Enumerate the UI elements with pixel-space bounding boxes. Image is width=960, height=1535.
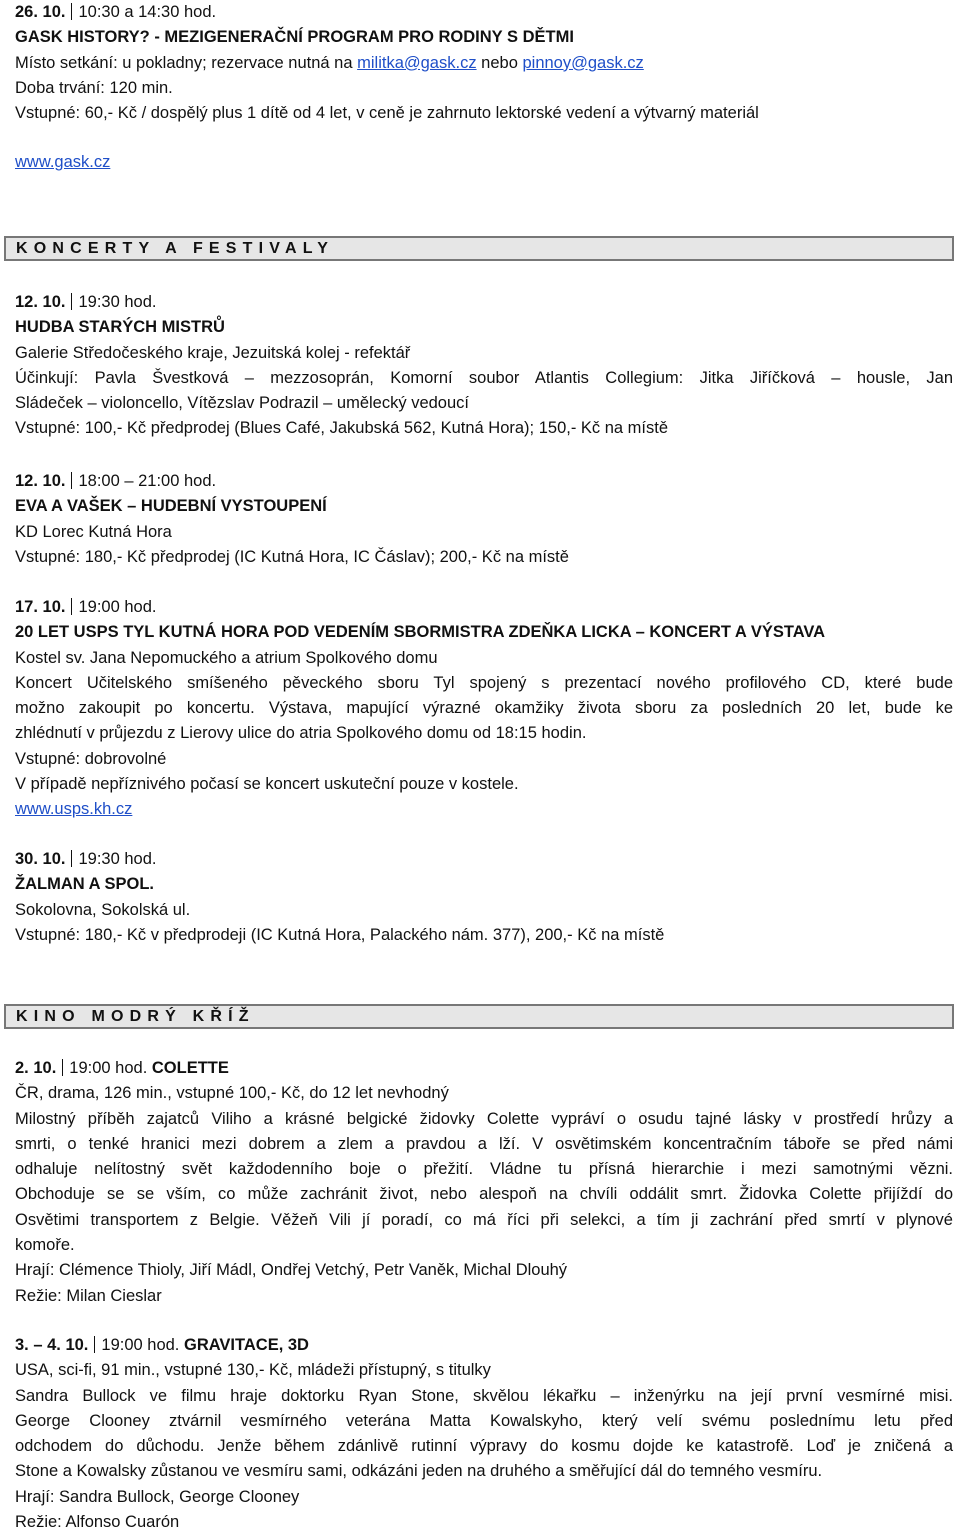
film-synopsis: Milostný příběh zajatců Viliho a krásné belgické židovky Colette vypráví o osudu tajné lásky v prostředí hrůzy a [15,1109,953,1128]
intro-website-row [15,150,953,175]
event-description: Koncert Učitelského smíšeného pěveckého sboru Tyl spojený s prezentací nového profilového CD, které bude [15,673,953,692]
event-datetime [15,290,953,315]
intro-time: 10:30 a 14:30 hod. [78,3,217,21]
intro-entry: Vstupné: 60,- Kč / dospělý plus 1 dítě od 4 let, v ceně je zahrnuto lektorské vedení a výtvarný materiál [15,104,759,123]
meeting-text: Místo setkání: u pokladny; rezervace nutná na [15,53,353,72]
film-header [15,1056,953,1081]
event-date: 12. 10. [15,472,66,490]
separator [71,598,72,615]
intro-meeting [15,51,953,76]
event-title: HUDBA STARÝCH MISTRŮ [15,318,225,337]
event-entry: Vstupné: 100,- Kč předprodej (Blues Café, Jakubská 562, Kutná Hora); 150,- Kč na místě [15,419,669,438]
event-weather-note: V případě nepříznivého počasí se koncert uskuteční pouze v kostele. [15,775,519,794]
film-synopsis: odchodem do důchodu. Jenže během zdánlivě rutinní výpravy do kosmu dojde ke katastrofě. Loď je zničená a [15,1437,953,1456]
event-time: 18:00 – 21:00 hod. [78,472,217,490]
film-synopsis: Obchoduje se se vším, co může zachránit život, nebo alespoň na chvíli oddálit smrt. Židovka Colette přijíždí do [15,1185,953,1204]
event-time: 19:30 hod. [78,850,157,868]
film-time: 19:00 hod. [101,1336,180,1354]
event-datetime [15,595,953,620]
intro-date: 26. 10. [15,3,66,21]
event-eva-a-vasek [15,469,953,570]
film-title: GRAVITACE, 3D [183,1336,309,1354]
event-performers-cont: Sládeček – violoncello, Vítězslav Podrazil – umělecký vedoucí [15,394,469,413]
event-time: 19:00 hod. [78,598,157,616]
film-synopsis: Stone a Kowalsky zůstanou ve vesmíru sami, odkázáni jeden na druhého a směřující dál do temného vesmíru. [15,1462,823,1481]
event-venue: KD Lorec Kutná Hora [15,522,172,541]
film-colette [15,1056,953,1309]
event-time: 19:30 hod. [78,293,157,311]
website-link-gask[interactable]: www.gask.cz [15,153,111,171]
event-venue: Sokolovna, Sokolská ul. [15,900,191,919]
intro-title: GASK HISTORY? - MEZIGENERAČNÍ PROGRAM PRO RODINY S DĚTMI [15,28,574,47]
event-title: 20 LET USPS TYL KUTNÁ HORA POD VEDENÍM SBORMISTRA ZDEŇKA LICKA – KONCERT A VÝSTAVA [15,623,826,642]
event-venue: Kostel sv. Jana Nepomuckého a atrium Spolkového domu [15,648,438,667]
event-performers: Účinkují: Pavla Švestková – mezzosoprán, Komorní soubor Atlantis Collegium: Jitka Jiříčková – housle, Jan [15,368,953,387]
event-entry: Vstupné: 180,- Kč předprodej (IC Kutná Hora, IC Čáslav); 200,- Kč na místě [15,547,569,566]
section-heading-concerts: KONCERTY A FESTIVALY [4,236,954,261]
event-entry: Vstupné: dobrovolné [15,749,167,768]
event-datetime [15,469,953,494]
event-description: zhlédnutí v průjezdu z Lierovy ulice do atria Spolkového domu od 18:15 hodin. [15,724,587,743]
film-cast: Hrají: Clémence Thioly, Jiří Mádl, Ondřej Vetchý, Petr Vaněk, Michal Dlouhý [15,1261,568,1280]
film-gravitace [15,1333,953,1535]
event-date: 30. 10. [15,850,66,868]
film-synopsis: odhaluje nelítostný svět každodenního boje o přežití. Vládne tu přísná hierarchie i mezi samotnými vězni. [15,1160,953,1179]
film-time: 19:00 hod. [69,1059,148,1077]
film-synopsis: Sandra Bullock ve filmu hraje doktorku Ryan Stone, skvělou lékařku – inženýrku na její první vesmírné misi. [15,1386,953,1405]
event-datetime [15,847,953,872]
film-header [15,1333,953,1358]
section-heading-cinema: KINO MODRÝ KŘÍŽ [4,1004,954,1029]
separator [71,472,72,489]
film-date: 3. – 4. 10. [15,1336,89,1354]
event-date: 12. 10. [15,293,66,311]
separator [94,1336,95,1353]
or-text: nebo [481,53,518,72]
event-hudba [15,290,953,442]
film-meta: ČR, drama, 126 min., vstupné 100,- Kč, do 12 let nevhodný [15,1084,449,1103]
event-zalman [15,847,953,948]
film-date: 2. 10. [15,1059,57,1077]
event-entry: Vstupné: 180,- Kč v předprodeji (IC Kutná Hora, Palackého nám. 377), 200,- Kč na místě [15,925,665,944]
website-link-usps[interactable]: www.usps.kh.cz [15,800,133,819]
separator [71,293,72,310]
intro-event [15,0,953,126]
film-synopsis: komoře. [15,1236,75,1255]
event-title: ŽALMAN A SPOL. [15,875,155,894]
email-link-pinnoy[interactable]: pinnoy@gask.cz [522,53,644,72]
film-director: Režie: Alfonso Cuarón [15,1513,180,1532]
film-cast: Hrají: Sandra Bullock, George Clooney [15,1487,300,1506]
film-synopsis: George Clooney ztvárnil vesmírného veterána Matta Kowalskyho, který velí svému poslednímu letu před [15,1411,953,1430]
event-date: 17. 10. [15,598,66,616]
film-synopsis: Osvětimi transportem z Belgie. Věžeň Vili jí poradí, co má říci při selekci, a tím ji zachrání před smrtí v plynové [15,1210,953,1229]
separator [71,850,72,867]
film-director: Režie: Milan Cieslar [15,1286,162,1305]
email-link-militka[interactable]: militka@gask.cz [357,53,477,72]
intro-datetime [15,0,953,25]
film-synopsis: smrti, o tenké hranici mezi dobrem a zlem a pravdou a lží. V osvětimském koncentračním táboře se před námi [15,1134,953,1153]
film-meta: USA, sci-fi, 91 min., vstupné 130,- Kč, mládeži přístupný, s titulky [15,1361,491,1380]
event-usps-tyl [15,595,953,823]
event-venue: Galerie Středočeského kraje, Jezuitská kolej - refektář [15,343,411,362]
event-title: EVA A VAŠEK – HUDEBNÍ VYSTOUPENÍ [15,497,327,516]
separator [62,1059,63,1076]
separator [71,3,72,20]
film-title: COLETTE [151,1059,229,1077]
intro-duration: Doba trvání: 120 min. [15,78,173,97]
event-description: možno zakoupit po koncertu. Výstava, mapující výrazné okamžiky života sboru za posledních 20 let, bude ke [15,699,953,718]
